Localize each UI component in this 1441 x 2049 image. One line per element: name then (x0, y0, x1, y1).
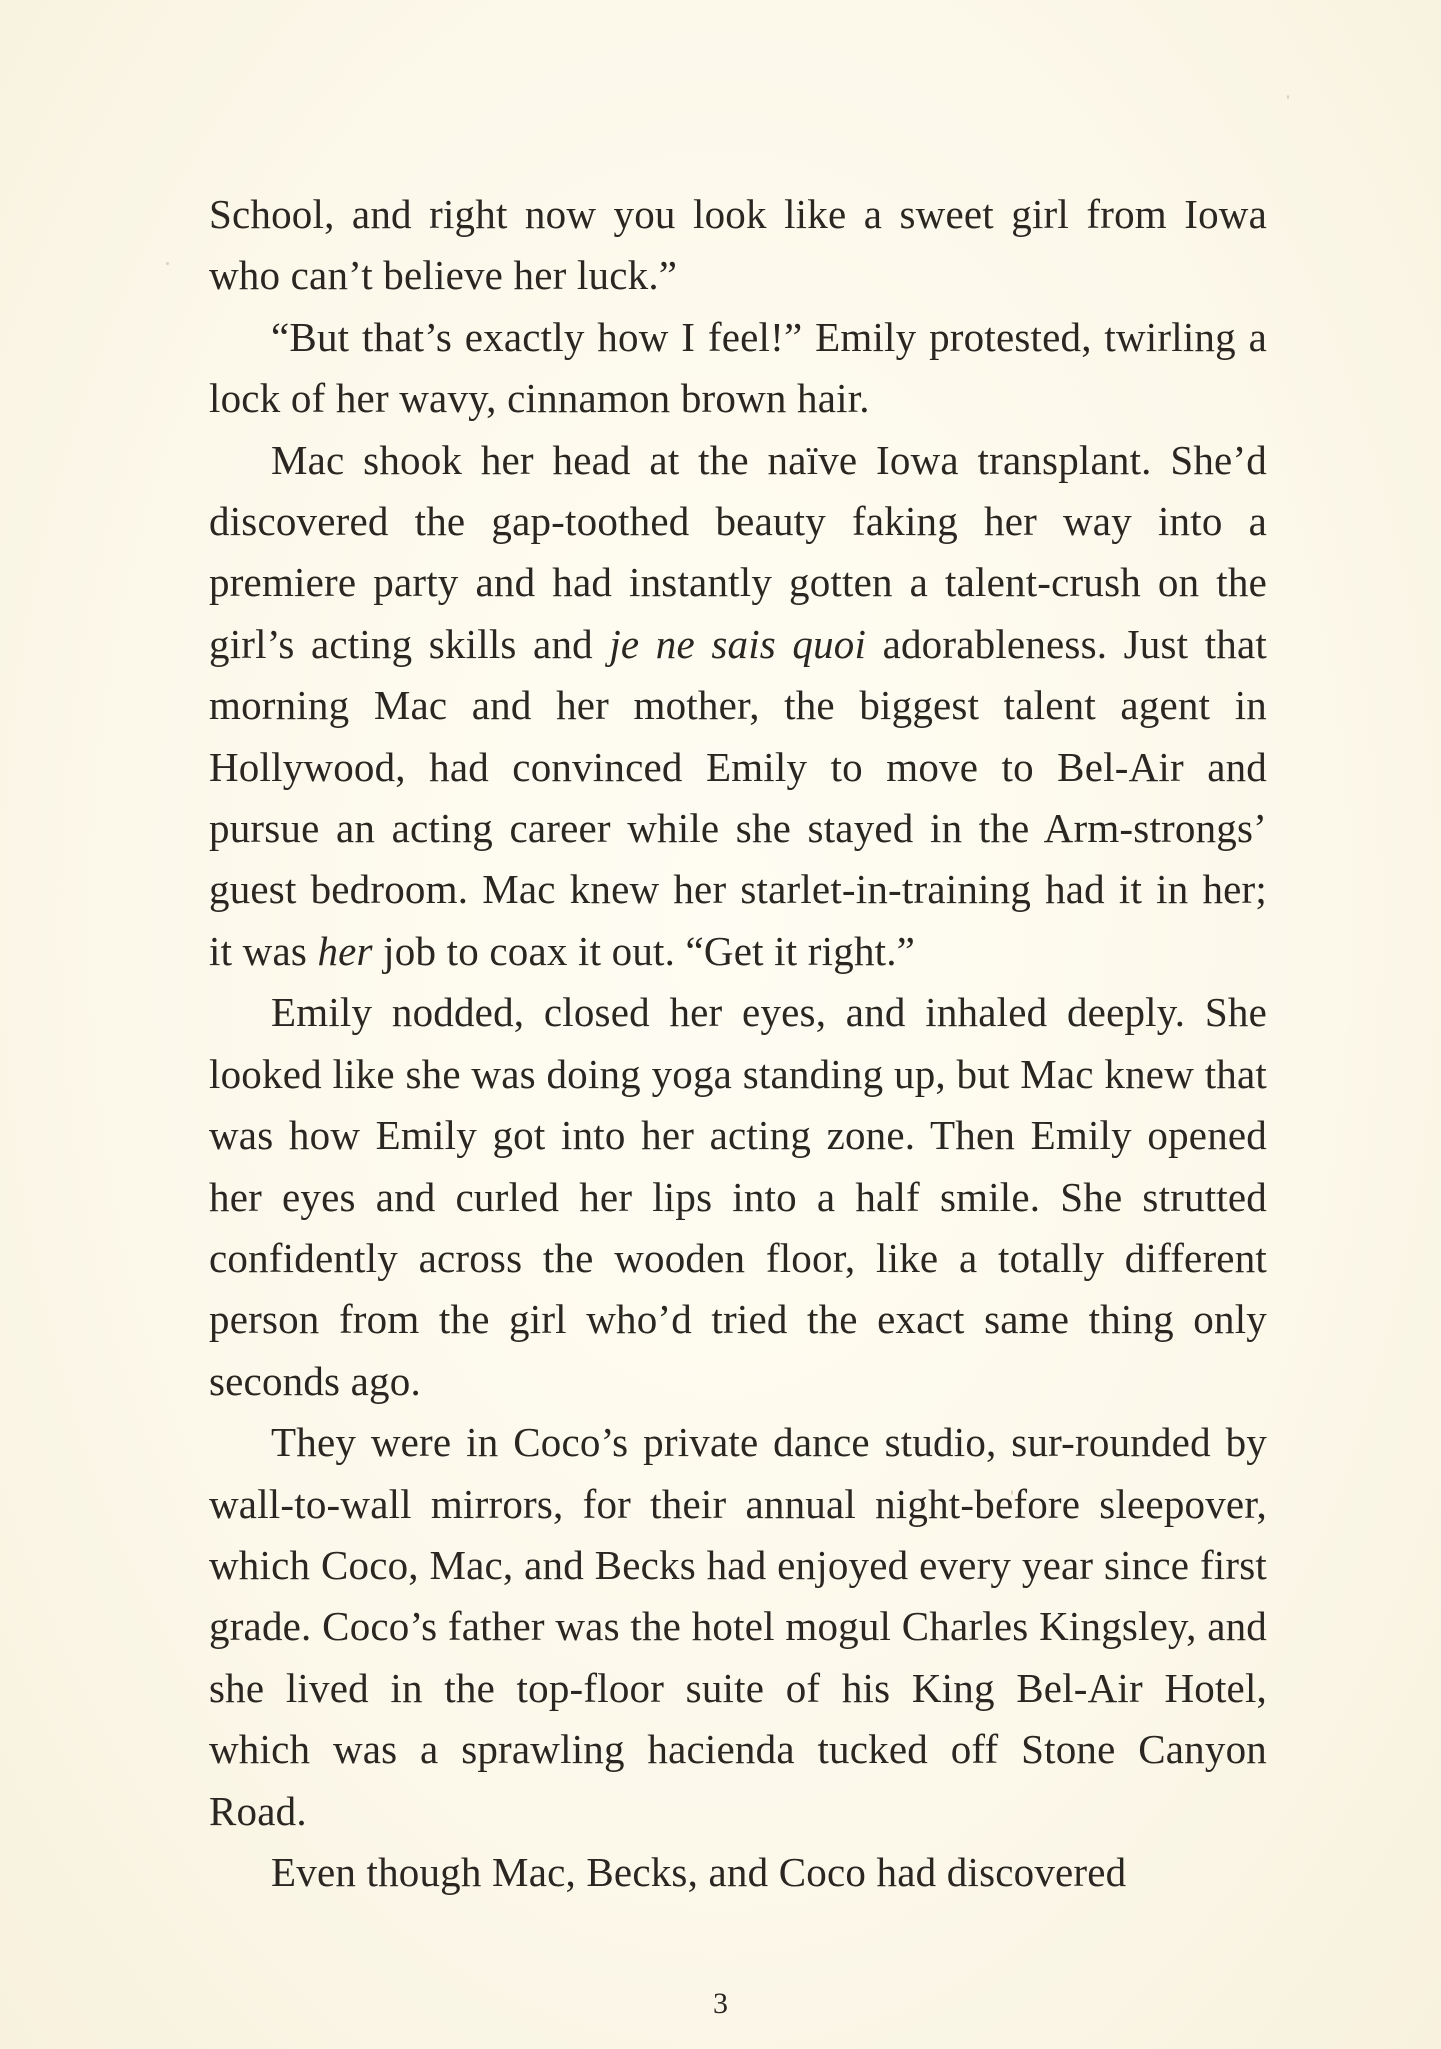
body-text (209, 184, 1267, 1903)
text-run: Emily nodded, closed her eyes, and inhaled deeply. She looked like she was doing yoga standing up, but Mac knew that was how Emily got into her acting zone. Then Emily opened her eyes and curled her lips into a half smile. She strutted confidently across the wooden floor, like a totally different person from the girl who’d tried the exact same thing only seconds ago. (209, 989, 1267, 1404)
paper-speck (166, 262, 169, 265)
paragraph (209, 430, 1267, 983)
text-run: School, and right now you look like a sweet girl from Iowa who can’t believe her luck.” (209, 191, 1267, 299)
text-run: adorableness. Just that morning Mac and her mother, the biggest talent agent in Hollywood, had convinced Emily to move to Bel-Air and pursue an acting career while she stayed in the Arm-strongs’ guest bedroom. Mac knew her starlet-in-training had it in her; it was (209, 620, 1267, 974)
paragraph (209, 982, 1267, 1412)
paper-speck (1287, 95, 1289, 99)
italic-text: je ne sais quoi (609, 620, 867, 667)
paragraph (209, 307, 1267, 430)
italic-text: her (317, 927, 373, 974)
text-run: Mac shook her head at the naïve Iowa transplant. She’d discovered the gap-toothed beauty faking her way into a premiere party and had instantly gotten a talent-crush on the girl’s acting skills and (209, 436, 1267, 667)
paragraph (209, 1412, 1267, 1842)
text-run: job to coax it out. “Get it right.” (372, 927, 916, 974)
paragraph (209, 184, 1267, 307)
text-run: Even though Mac, Becks, and Coco had discovered (271, 1848, 1127, 1895)
text-run: “But that’s exactly how I feel!” Emily protested, twirling a lock of her wavy, cinnamon brown hair. (209, 313, 1267, 422)
text-run: They were in Coco’s private dance studio, sur-rounded by wall-to-wall mirrors, for their annual night-before sleepover, which Coco, Mac, and Becks had enjoyed every year since first grade. Coco’s father was the hotel mogul Charles Kingsley, and she lived in the top-floor suite of his King Bel-Air Hotel, which was a sprawling hacienda tucked off Stone Canyon Road. (209, 1419, 1267, 1834)
page-number: 3 (713, 1987, 728, 2020)
paragraph (209, 1842, 1267, 1903)
